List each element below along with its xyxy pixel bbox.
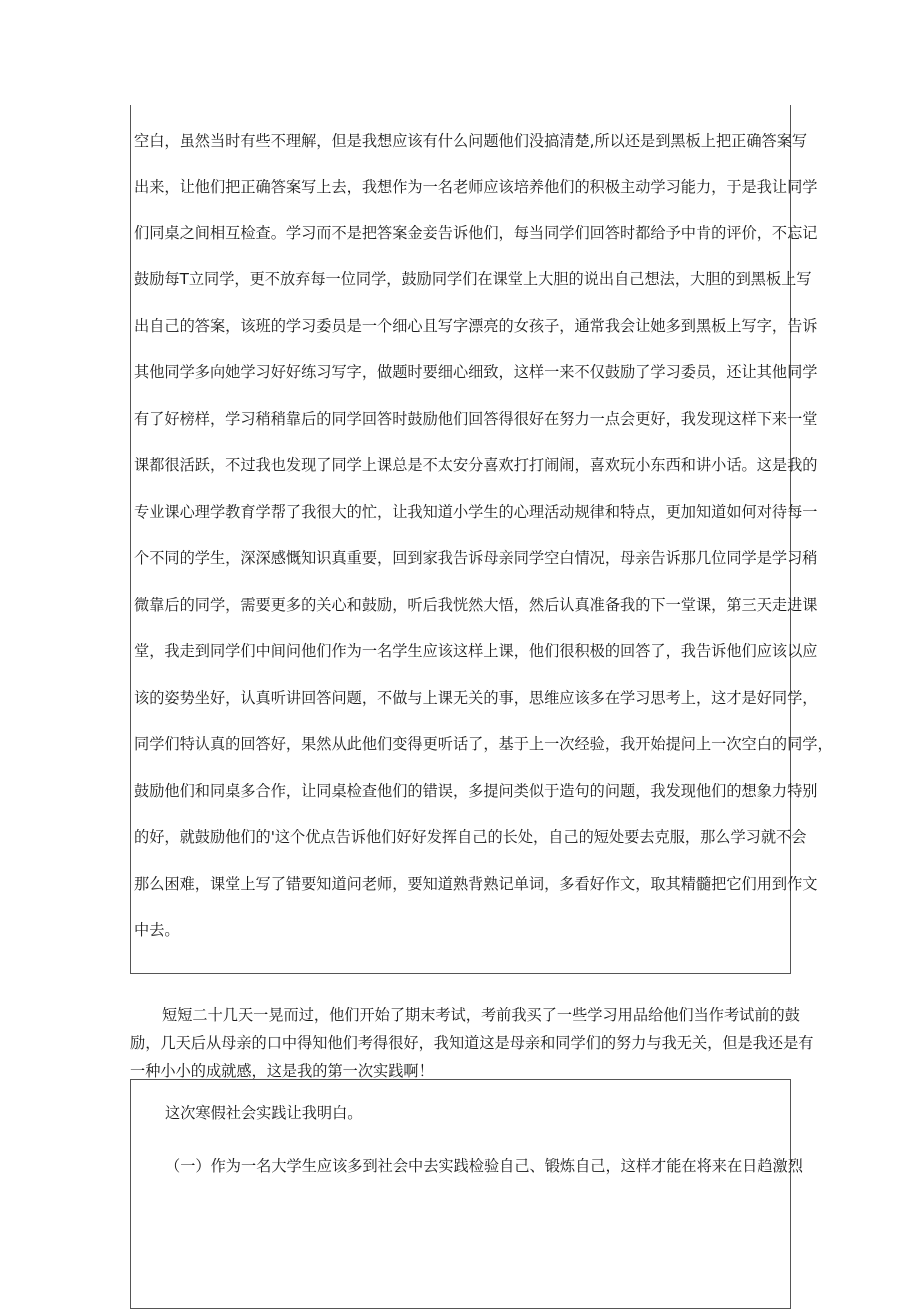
text-line: 短短二十几天一晃而过，他们开始了期末考试，考前我买了一些学习用品给他们当作考试前的鼓	[162, 1006, 800, 1024]
text-line: 同学们特认真的回答好，果然从此他们变得更听话了，基于上一次经验，我开始提问上一次空白的同学，	[134, 735, 833, 753]
text-line: 微靠后的同学，需要更多的关心和鼓励，听后我恍然大悟，然后认真准备我的下一堂课，第三天走进课	[134, 596, 818, 614]
text-line: 个不同的学生，深深感慨知识真重要，回到家我告诉母亲同学空白情况，母亲告诉那几位同学是学习稍	[134, 549, 818, 567]
text-line: 课都很活跃，不过我也发现了同学上课总是不太安分喜欢打打闹闹，喜欢玩小东西和讲小话。这是我的	[134, 456, 818, 474]
text-line: 们同桌之间相互检查。学习而不是把答案金妾告诉他们，每当同学们回答时都给予中肯的评价，不忘记	[134, 224, 818, 242]
text-line: 堂，我走到同学们中间问他们作为一名学生应该这样上课，他们很积极的回答了，我告诉他们应该以应	[134, 642, 818, 660]
text-line: 一种小小的成就感，这是我的第一次实践啊！	[130, 1062, 434, 1080]
text-line: 有了好榜样，学习稍稍靠后的同学回答时鼓励他们回答得很好在努力一点会更好，我发现这样下来一堂	[134, 410, 818, 428]
text-line: 出自己的答案，该班的学习委员是一个细心且写字漂亮的女孩子，通常我会让她多到黑板上写字，告诉	[134, 317, 818, 335]
body-paragraph	[130, 1001, 814, 1085]
text-line: 鼓励每T立同学，更不放弃每一位同学，鼓励同学们在课堂上大胆的说出自己想法，大胆的到黑板上写	[134, 270, 812, 288]
text-line: 该的姿势坐好，认真听讲回答问题，不做与上课无关的事，思维应该多在学习思考上，这才是好同学，	[134, 689, 818, 707]
text-line: 其他同学多向她学习好好练习写字，做题时要细心细致，这样一来不仅鼓励了学习委员，还让其他同学	[134, 363, 818, 381]
text-line: 空白，虽然当时有些不理解，但是我想应该有什么问题他们没搞清楚,所以还是到黑板上把正确答案写	[134, 132, 808, 150]
text-line: 励，几天后从母亲的口中得知他们考得很好，我知道这是母亲和同学们的努力与我无关，但是我还是有	[130, 1034, 814, 1052]
text-line: 的好，就鼓励他们的'这个优点告诉他们好好发挥自己的长处，自己的短处要去克服，那么学习就不会	[134, 828, 807, 846]
text-line: 出来，让他们把正确答案写上去，我想作为一名老师应该培养他们的积极主动学习能力，于是我让同学	[134, 178, 818, 196]
text-line: （一）作为一名大学生应该多到社会中去实践检验自己、锻炼自己，这样才能在将来在日趋激烈	[165, 1157, 803, 1175]
text-line: 鼓励他们和同桌多合作，让同桌检查他们的错误，多提问类似于造句的问题，我发现他们的想象力特别	[134, 782, 818, 800]
text-line: 专业课心理学教育学帮了我很大的忙，让我知道小学生的心理活动规律和特点，更加知道如何对待每一	[134, 503, 818, 521]
text-box-lower	[130, 1079, 803, 1309]
text-line: 那么困难，课堂上写了错要知道问老师，要知道熟背熟记单词，多看好作文，取其精髓把它们用到作文	[134, 875, 818, 893]
text-box-upper	[130, 105, 833, 974]
text-line: 中去。	[134, 921, 180, 939]
text-line: 这次寒假社会实践让我明白。	[165, 1104, 363, 1122]
